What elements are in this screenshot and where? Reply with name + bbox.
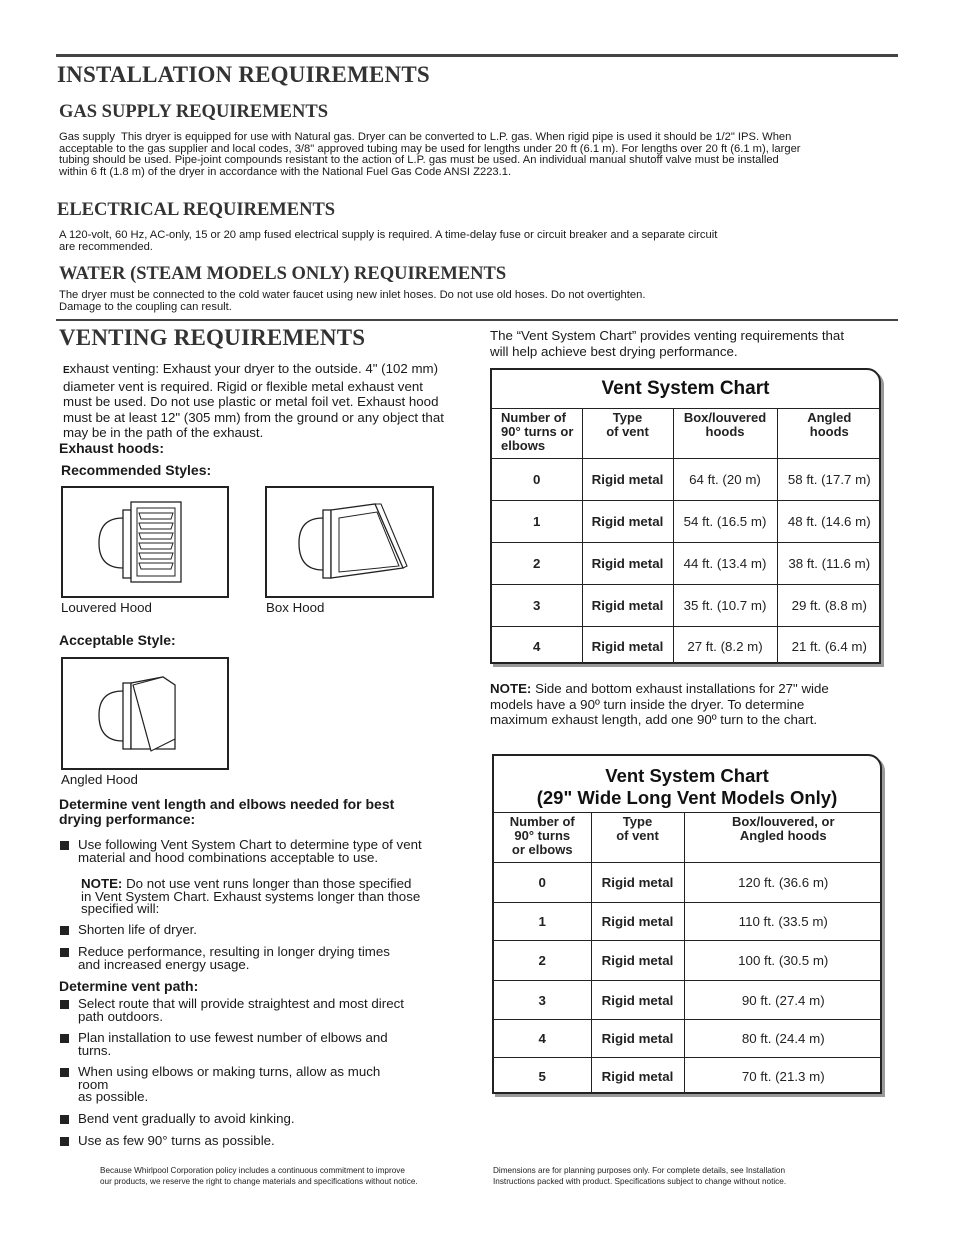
acceptable-style-label: Acceptable Style: xyxy=(59,632,176,648)
gas-paragraph: Gas supply This dryer is equipped for use with Natural gas. Dryer can be converted to L.P. gas. When rigid pipe is used it should be 1/2" IPS. When acceptable to the gas supplier and local codes, 3/8" approved tubing may be used for lengths under 20 ft (6.1 m). For lengths over 20 ft (6.1 m), larger tubing should be used. Pipe-joint compounds resistant to the action of L.P. gas must be used. An individual manual shutoff valve must be installed within 6 ft (1.8 m) of the dryer in accordance with the National Fuel Gas Code ANSI Z223.1. xyxy=(59,131,801,178)
angled-hood-icon xyxy=(63,659,227,768)
section-rule xyxy=(56,319,898,321)
water-heading: WATER (STEAM MODELS ONLY) REQUIREMENTS xyxy=(59,264,507,284)
bullet-square xyxy=(60,1115,69,1124)
venting-title: VENTING REQUIREMENTS xyxy=(59,325,366,350)
bullet-square xyxy=(60,1000,69,1009)
louvered-hood-image xyxy=(61,486,229,598)
long-vent-system-chart xyxy=(492,754,882,1094)
louvered-hood-caption: Louvered Hood xyxy=(61,600,152,615)
bullet-square xyxy=(60,1068,69,1077)
table-row: 0 Rigid metal 64 ft. (20 m) 58 ft. (17.7 m) xyxy=(492,459,881,501)
chart-intro: The “Vent System Chart” provides venting requirements that will help achieve best drying performance. xyxy=(490,328,845,359)
table-row: 1 Rigid metal 54 ft. (16.5 m) 48 ft. (14.6 m) xyxy=(492,501,881,543)
table-row: 3 Rigid metal 35 ft. (10.7 m) 29 ft. (8.8 m) xyxy=(492,585,881,627)
gas-heading: GAS SUPPLY REQUIREMENTS xyxy=(59,102,328,122)
table-row: 4 Rigid metal 80 ft. (24.4 m) xyxy=(494,1020,882,1058)
path-bullets: Select route that will provide straightest and most direct path outdoors. Plan installation to use fewest number of elbows and turns. When using elbows or making turns, allow as much room as possible. Bend vent gradually to avoid kinking. Use as few 90° turns as possible. xyxy=(60,998,490,1148)
vent-chart-table xyxy=(492,408,881,664)
chart-title: Vent System Chart xyxy=(601,378,770,399)
long-vent-chart-table xyxy=(494,812,882,1094)
angled-hood-image xyxy=(61,657,229,770)
table-row: 0 Rigid metal 120 ft. (36.6 m) xyxy=(494,863,882,903)
col-header-turns: Number of 90° turns or elbows xyxy=(492,409,582,459)
bullet-square xyxy=(60,926,69,935)
table-header-row xyxy=(494,813,882,863)
col-header-angled: Angled hoods xyxy=(777,409,881,459)
table-row: 4 Rigid metal 27 ft. (8.2 m) 21 ft. (6.4 m) xyxy=(492,627,881,665)
box-hood-icon xyxy=(267,488,432,596)
footer-right: Dimensions are for planning purposes only. For complete details, see Installation Instructions packed with product. Specifications subject to change without notice. xyxy=(493,1166,787,1187)
top-rule xyxy=(56,54,898,57)
footer-left: Because Whirlpool Corporation policy includes a continuous commitment to improve our products, we reserve the right to change materials and specifications without notice. xyxy=(100,1166,418,1187)
water-paragraph: The dryer must be connected to the cold water faucet using new inlet hoses. Do not use old hoses. Do not overtighten. Damage to the coupling can result. xyxy=(59,289,646,313)
table-header-row xyxy=(492,409,881,459)
table-row: 5 Rigid metal 70 ft. (21.3 m) xyxy=(494,1058,882,1095)
exhaust-hoods-label: Exhaust hoods: xyxy=(59,440,165,456)
table-row: 2 Rigid metal 44 ft. (13.4 m) 38 ft. (11.6 m) xyxy=(492,543,881,585)
table-row: 3 Rigid metal 90 ft. (27.4 m) xyxy=(494,981,882,1020)
box-hood-image xyxy=(265,486,434,598)
louvered-hood-icon xyxy=(63,488,227,596)
table-row: 1 Rigid metal 110 ft. (33.5 m) xyxy=(494,903,882,941)
electrical-heading: ELECTRICAL REQUIREMENTS xyxy=(57,200,336,220)
bullet-square xyxy=(60,1137,69,1146)
venting-intro: Exhaust venting: Exhaust your dryer to the outside. 4" (102 mm) diameter vent is required. Rigid or flexible metal exhaust vent must be used. Do not use plastic or metal foil vet. Exhaust hood must be at least 12" (305 mm) from the ground or any object that may be in the path of the exhaust. xyxy=(63,361,444,440)
electrical-paragraph: A 120-volt, 60 Hz, AC-only, 15 or 20 amp fused electrical supply is required. A time-delay fuse or circuit breaker and a separate circuit are recommended. xyxy=(59,229,718,253)
col-header-hoods: Box/louvered, or Angled hoods xyxy=(684,813,882,863)
box-hood-caption: Box Hood xyxy=(266,600,325,615)
bullet-square xyxy=(60,948,69,957)
recommended-styles-label: Recommended Styles: xyxy=(61,462,212,478)
col-header-type: Type of vent xyxy=(582,409,673,459)
bullet-square xyxy=(60,841,69,850)
chart-title: Vent System Chart (29" Wide Long Vent Models Only) xyxy=(536,765,838,808)
angled-hood-caption: Angled Hood xyxy=(61,772,138,787)
vent-path-heading: Determine vent path: xyxy=(59,978,199,994)
col-header-box: Box/louvered hoods xyxy=(673,409,777,459)
gas-label: Gas supply xyxy=(59,131,115,143)
bullet-square xyxy=(60,1034,69,1043)
col-header-turns: Number of 90° turns or elbows xyxy=(494,813,591,863)
installation-title: INSTALLATION REQUIREMENTS xyxy=(57,62,430,87)
determine-length-heading: Determine vent length and elbows needed for best drying performance: xyxy=(59,796,395,827)
table-row: 2 Rigid metal 100 ft. (30.5 m) xyxy=(494,941,882,981)
side-exhaust-note: NOTE: Side and bottom exhaust installations for 27" wide models have a 90º turn inside the dryer. To determine maximum exhaust length, add one 90º turn to the chart. xyxy=(490,681,829,727)
note-block: NOTE: Do not use vent runs longer than those specified in Vent System Chart. Exhaust systems longer than those specified will: xyxy=(81,876,421,916)
col-header-type: Type of vent xyxy=(591,813,684,863)
vent-system-chart xyxy=(490,368,881,664)
length-bullets: Use following Vent System Chart to determine type of vent material and hood combinations acceptable to use. NOTE: Do not use vent runs longer than those specified in Vent System Chart. Exhaust systems longer than those specified will: Shorten life of dryer. Reduce performance, resulting in longer drying times and increased energy usage. xyxy=(60,839,490,984)
